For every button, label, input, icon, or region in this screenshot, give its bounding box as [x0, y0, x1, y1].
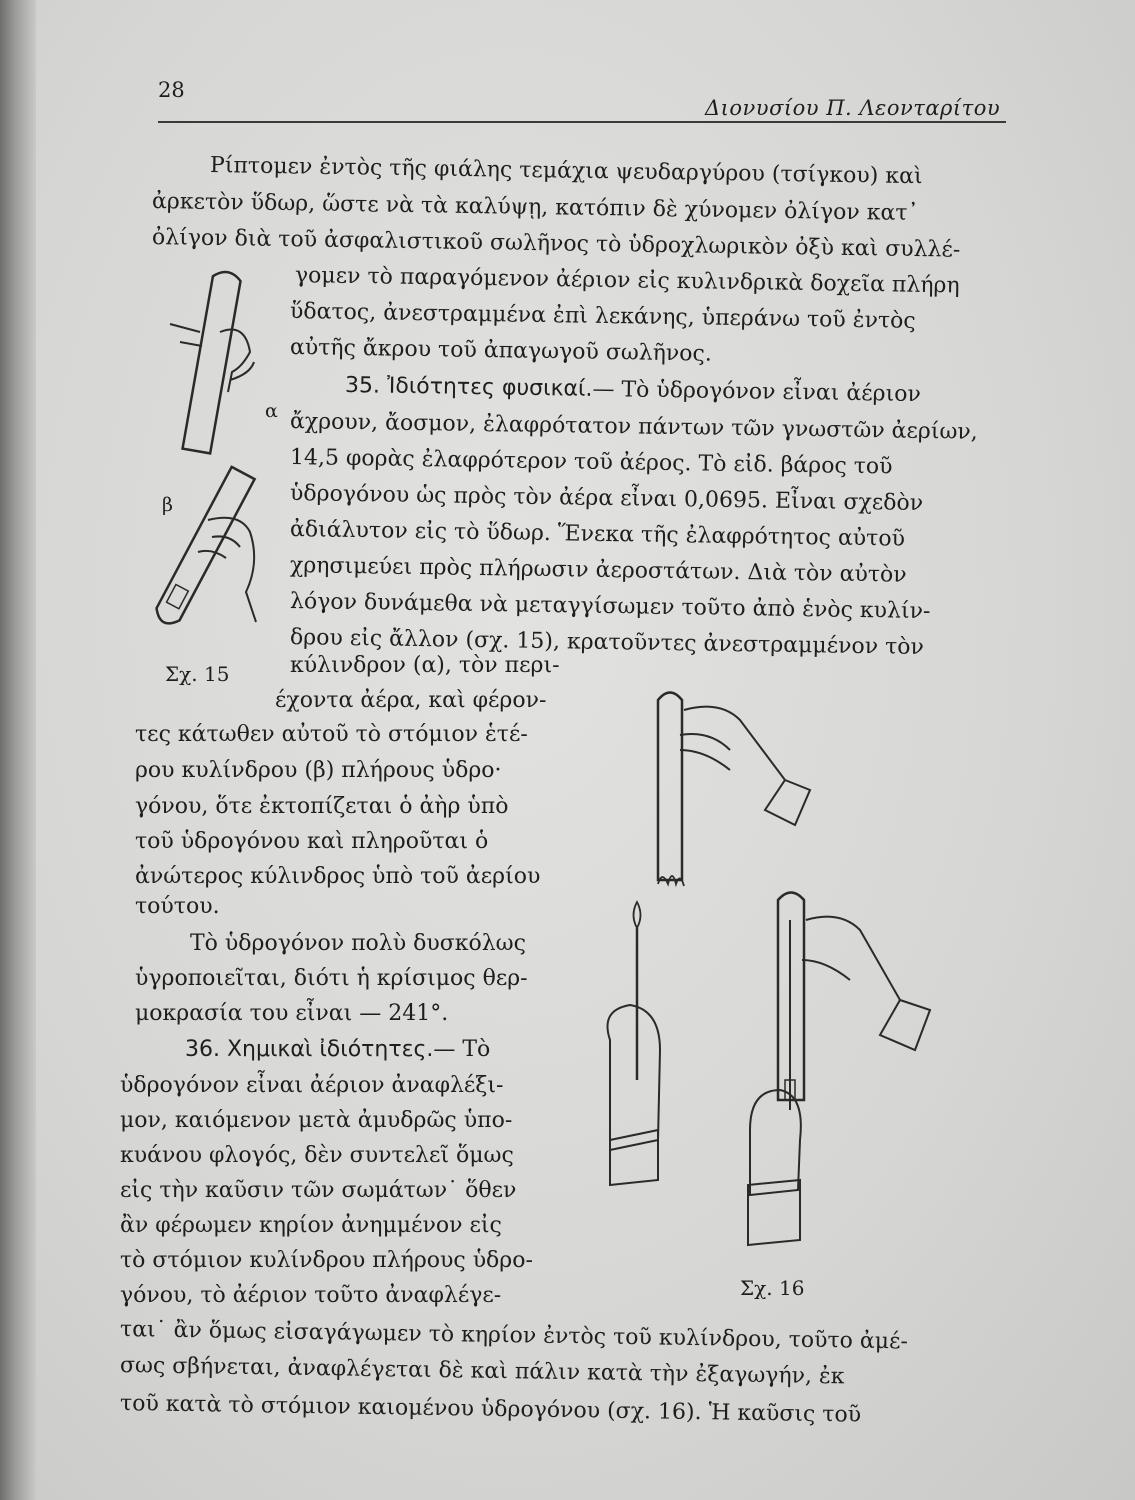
section-lead: — Τὸ ὑδρογόνον εἶναι ἀέριον — [592, 376, 921, 408]
text-line: αὐτῆς ἄκρου τοῦ ἀπαγωγοῦ σωλῆνος. — [289, 335, 713, 367]
text-line: μον, καιόμενον μετὰ ἀμυδρῶς ὑπο- — [120, 1108, 513, 1133]
text-line: τες κάτωθεν αὐτοῦ τὸ στόμιον ἑτέ- — [135, 722, 528, 747]
text-line: ἀδιάλυτον εἰς τὸ ὕδωρ. Ἕνεκα τῆς ἐλαφρότητος αὐτοῦ — [289, 517, 906, 552]
cylinder-with-flame-at-mouth — [658, 693, 810, 887]
text-line: ἀρκετὸν ὕδωρ, ὥστε νὰ τὰ καλύψῃ, κατόπιν δὲ χύνομεν ὀλίγον κατ᾽ — [151, 189, 919, 227]
text-line: Τὸ ὑδρογόνον πολὺ δυσκόλως — [190, 931, 526, 956]
upper-hand — [170, 324, 254, 392]
text-line: Ρίπτομεν ἐντὸς τῆς φιάλης τεμάχια ψευδαργύρου (τσίγκου) καὶ — [209, 153, 923, 190]
text-line: ἄχρουν, ἄοσμον, ἐλαφρότατον πάντων τῶν γνωστῶν ἀερίων, — [289, 409, 978, 445]
section-heading: 36. Χημικαὶ ἰδιότητες. — [185, 1037, 434, 1062]
text-line: ὕδατος, ἀνεστραμμένα ἐπὶ λεκάνης, ὑπεράνω τοῦ ἐντὸς — [289, 299, 916, 334]
text-line: δρου εἰς ἄλλον (σχ. 15), κρατοῦντες ἀνεστραμμένον τὸν — [289, 625, 925, 660]
text-line: ὀλίγον διὰ τοῦ ἀσφαλιστικοῦ σωλῆνος τὸ ὑδροχλωρικὸν ὀξὺ καὶ συλλέ- — [151, 225, 961, 263]
text-line: μοκρασία του εἶναι — 241°. — [135, 1001, 449, 1026]
figure-label-a: α — [265, 400, 278, 422]
text-line: κυάνου φλογός, δὲν συντελεῖ ὅμως — [120, 1143, 514, 1168]
section-36-heading-line — [185, 1036, 490, 1064]
lower-right-hand — [748, 1090, 801, 1245]
text-line: 14,5 φορὰς ἐλαφρότερον τοῦ ἀέρος. Τὸ εἰδ. βάρος τοῦ — [289, 445, 893, 480]
text-line: ται˙ ἂν ὅμως εἰσαγάγωμεν τὸ κηρίον ἐντὸς τοῦ κυλίνδρου, τοῦτο ἀμέ- — [119, 1317, 909, 1355]
text-line: ἀνώτερος κύλινδρος ὑπὸ τοῦ ἀερίου — [135, 864, 541, 889]
text-line: ἂν φέρωμεν κηρίον ἀνημμένον εἰς — [120, 1213, 502, 1238]
left-hand — [608, 1005, 661, 1185]
text-line: γόνου, ὅτε ἐκτοπίζεται ὁ ἀὴρ ὑπὸ — [135, 794, 509, 819]
text-line: έχοντα ἀέρα, καὶ φέρον- — [275, 688, 547, 713]
figure-15-drawing — [150, 262, 280, 662]
page-binding-shadow — [0, 0, 36, 1500]
burning-candle — [608, 902, 661, 1185]
text-line: γόνου, τὸ ἀέριον τοῦτο ἀναφλέγε- — [120, 1283, 502, 1308]
section-heading: 35. Ἰδιότητες φυσικαί. — [344, 373, 593, 402]
cylinder-a — [183, 270, 242, 454]
section-lead: — Τὸ — [433, 1037, 491, 1062]
upper-right-hand — [680, 707, 810, 825]
figure-16 — [580, 680, 970, 1270]
figure-label-b: β — [162, 494, 173, 516]
text-line: τούτου. — [135, 894, 220, 919]
text-line: εἰς τὴν καῦσιν τῶν σωμάτων˙ ὅθεν — [120, 1178, 517, 1203]
running-head: Διονυσίου Π. Λεονταρίτου — [705, 96, 1001, 120]
section-35-heading-line — [345, 372, 921, 409]
candle-flame-icon — [634, 902, 641, 928]
upper-right-hand-2 — [802, 917, 930, 1050]
text-line: τοῦ ὑδρογόνου καὶ πληροῦται ὁ — [135, 829, 489, 854]
page-number: 28 — [158, 78, 185, 102]
figure-16-caption: Σχ. 16 — [740, 1276, 805, 1300]
text-line: σως σβήνεται, ἀναφλέγεται δὲ καὶ πάλιν κατὰ τὴν ἐξαγωγήν, ἐκ — [119, 1353, 845, 1390]
text-line: ὑδρογόνου ὡς πρὸς τὸν ἀέρα εἶναι 0,0695. Εἶναι σχεδὸν — [289, 481, 924, 516]
figure-15-caption: Σχ. 15 — [165, 662, 230, 686]
cylinder-b — [152, 467, 254, 628]
header-rule — [158, 121, 1006, 123]
text-line: γομεν τὸ παραγόμενον ἀέριον εἰς κυλινδρικὰ δοχεῖα πλήρη — [294, 263, 960, 299]
text-line: λόγον δυνάμεθα νὰ μεταγγίσωμεν τοῦτο ἀπὸ ἑνὸς κυλίν- — [289, 589, 931, 625]
text-line: κύλινδρον (α), τὸν περι- — [290, 653, 560, 678]
text-line: ρου κυλίνδρου (β) πλήρους ὑδρο· — [135, 758, 502, 783]
text-line: χρησιμεύει πρὸς πλήρωσιν ἀεροστάτων. Διὰ τὸν αὐτὸν — [289, 553, 907, 588]
text-line: ὑδρογόνον εἶναι ἀέριον ἀναφλέξι- — [120, 1073, 504, 1098]
figure-16-drawing — [580, 680, 970, 1270]
text-line: τὸ στόμιον κυλίνδρου πλήρους ὑδρο- — [120, 1248, 533, 1273]
figure-15 — [150, 262, 280, 662]
cylinder-with-candle-inside — [748, 893, 930, 1246]
text-line: τοῦ κατὰ τὸ στόμιον καιομένου ὑδρογόνου (σχ. 16). Ἡ καῦσις τοῦ — [119, 1391, 862, 1428]
text-line: ὑγροποιεῖται, διότι ἡ κρίσιμος θερ- — [135, 966, 528, 991]
